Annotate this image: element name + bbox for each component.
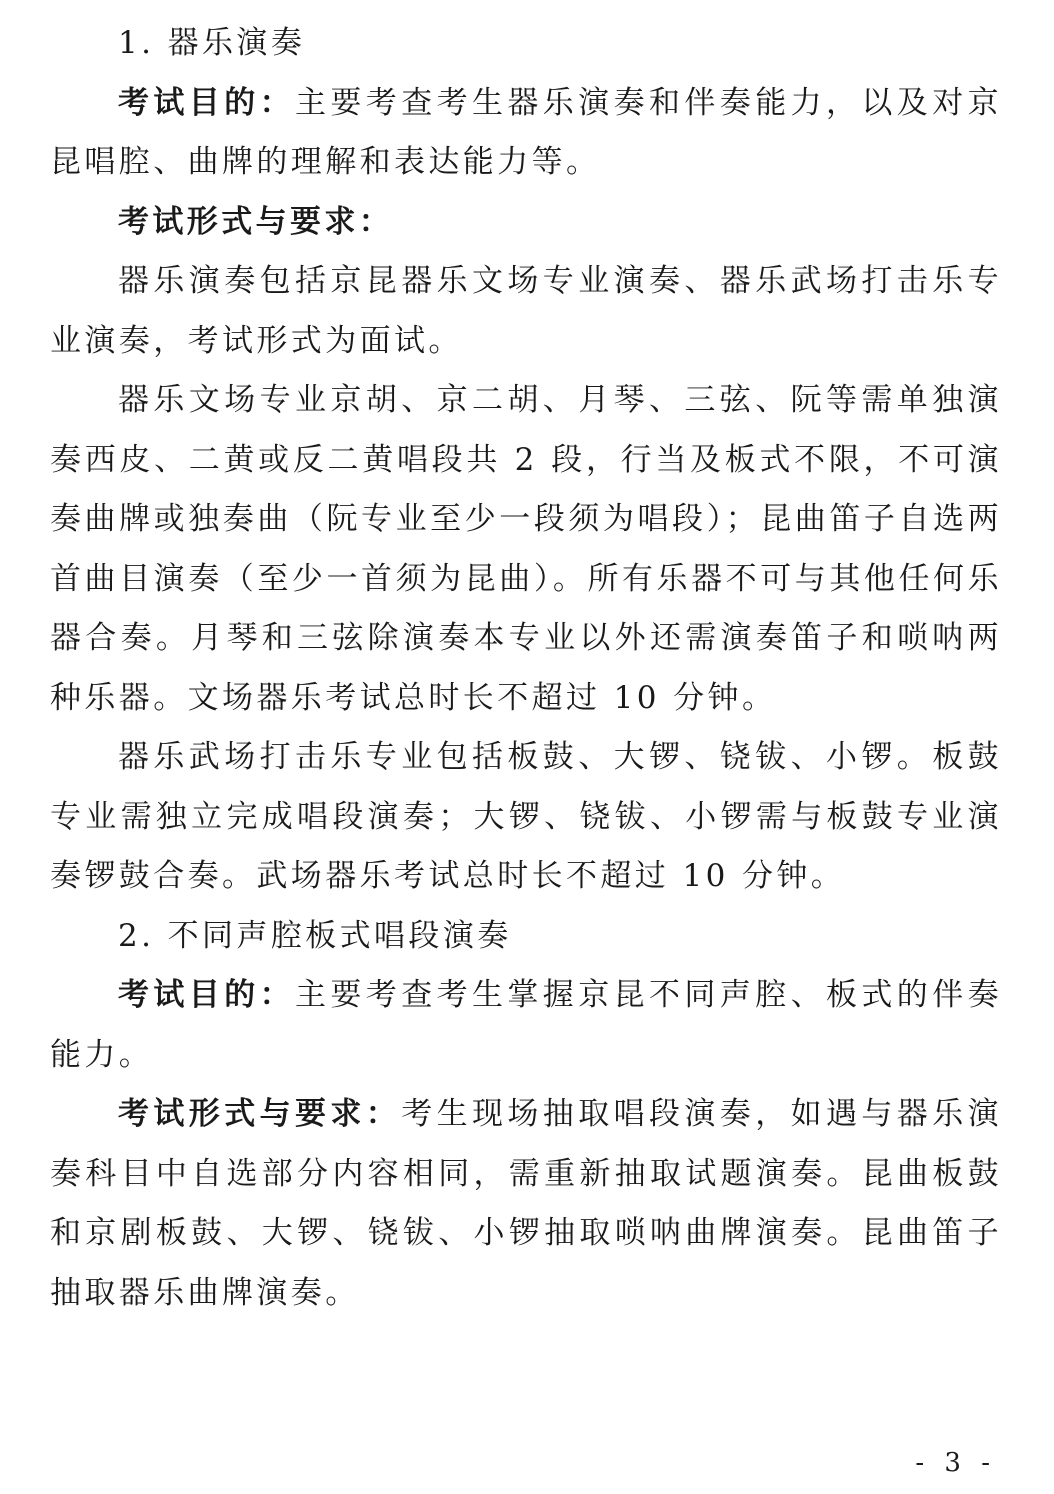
section1-purpose-text: 主要考查考生器乐演奏和伴奏能力，以及对京昆唱腔、曲牌的理解和表达能力等。 [50,84,1002,180]
section1-purpose [50,74,1002,193]
section2-purpose-text: 主要考查考生掌握京昆不同声腔、板式的伴奏能力。 [50,977,1002,1073]
section2-format-text: 考生现场抽取唱段演奏，如遇与器乐演奏科目中自选部分内容相同，需重新抽取试题演奏。昆曲板鼓和京剧板鼓、大锣、铙钹、小锣抽取唢呐曲牌演奏。昆曲笛子抽取器乐曲牌演奏。 [50,1096,1002,1311]
section2-title: 2. 不同声腔板式唱段演奏 [118,917,512,954]
document-page [50,14,1002,1323]
section2-purpose-label: 考试目的： [118,977,295,1013]
section1-para3: 器乐武场打击乐专业包括板鼓、大锣、铙钹、小锣。板鼓专业需独立完成唱段演奏；大锣、铙钹、小锣需与板鼓专业演奏锣鼓合奏。武场器乐考试总时长不超过 10 分钟。 [50,739,1002,894]
page-number: - 3 - [915,1448,996,1478]
section2-format [50,1085,1002,1323]
section1-title: 1. 器乐演奏 [118,25,306,61]
section2-purpose [50,966,1002,1085]
section1-purpose-label: 考试目的： [118,84,295,121]
section1-para1: 器乐演奏包括京昆器乐文场专业演奏、器乐武场打击乐专业演奏，考试形式为面试。 [50,263,1002,359]
section1-para2: 器乐文场专业京胡、京二胡、月琴、三弦、阮等需单独演奏西皮、二黄或反二黄唱段共 2 段，行当及板式不限，不可演奏曲牌或独奏曲（阮专业至少一段须为唱段）；昆曲笛子自选两首曲目演奏（至少一首须为昆曲）。所有乐器不可与其他任何乐器合奏。月琴和三弦除演奏本专业以外还需演奏笛子和唢呐两种乐器。文场器乐考试总时长不超过 10 分钟。 [50,382,1002,716]
section2-format-label: 考试形式与要求： [118,1096,402,1132]
section1-format-label: 考试形式与要求： [118,203,394,240]
